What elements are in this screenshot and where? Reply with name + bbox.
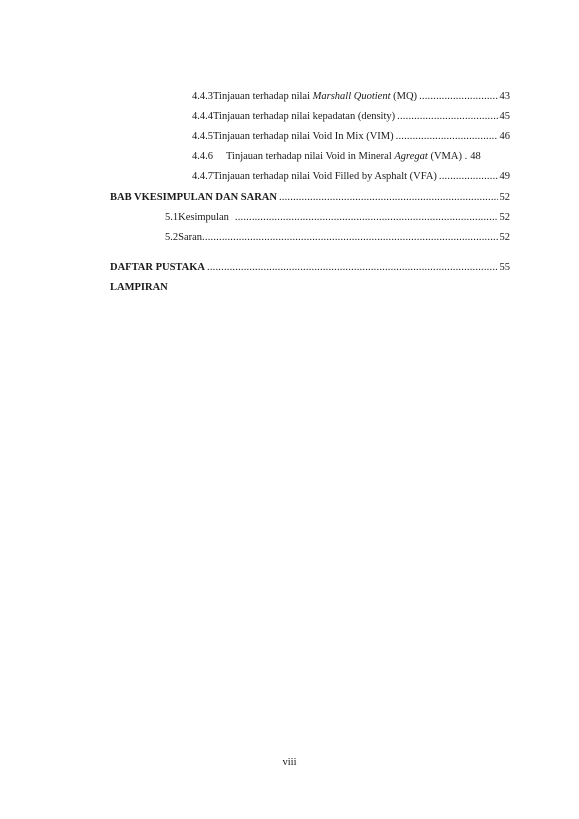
toc-entry-4-4-7[interactable]: [192, 171, 510, 182]
entry-number: 4.4.3: [192, 91, 213, 102]
toc-appendix[interactable]: [110, 282, 168, 293]
chapter-page: 52: [499, 192, 510, 203]
entry-title: Tinjauan terhadap nilai Marshall Quotient (MQ): [213, 91, 418, 102]
chapter-title: KESIMPULAN DAN SARAN: [141, 192, 277, 203]
section-title: Kesimpulan: [178, 212, 229, 223]
entry-page: 49: [499, 171, 510, 182]
entry-title: Tinjauan terhadap nilai Void Filled by Asphalt (VFA): [213, 171, 437, 182]
toc-entry-4-4-5[interactable]: [192, 131, 510, 142]
entry-number: 4.4.4: [192, 111, 213, 122]
toc-entry-4-4-4[interactable]: [192, 111, 510, 122]
references-page: 55: [499, 262, 510, 273]
dot-leader: [202, 232, 497, 243]
entry-page: 48: [470, 151, 481, 162]
appendix-title: LAMPIRAN: [110, 282, 168, 293]
dot-leader: [396, 131, 498, 142]
entry-page: 43: [499, 91, 510, 102]
dot-leader: [207, 262, 498, 273]
dot-leader: [279, 192, 498, 203]
dot-leader: [439, 171, 498, 182]
page-number: viii: [282, 757, 297, 768]
entry-number: 4.4.5: [192, 131, 213, 142]
section-number: 5.1: [165, 212, 179, 223]
toc-section-5-2[interactable]: [165, 232, 510, 243]
dot-leader: [397, 111, 497, 122]
entry-title: Tinjauan terhadap nilai Void In Mix (VIM): [213, 131, 394, 142]
section-title: Saran: [178, 232, 203, 243]
entry-page: 46: [499, 131, 510, 142]
section-page: 52: [499, 212, 510, 223]
toc-references[interactable]: [110, 262, 510, 273]
section-page: 52: [499, 232, 510, 243]
references-title: DAFTAR PUSTAKA: [110, 262, 205, 273]
dot-leader: [419, 91, 497, 102]
toc-entry-4-4-6[interactable]: [192, 151, 510, 162]
dot-leader: [235, 212, 498, 223]
toc-section-5-1[interactable]: [165, 212, 510, 223]
entry-number: 4.4.6: [192, 151, 213, 162]
entry-title: Tinjauan terhadap nilai kepadatan (density): [213, 111, 396, 122]
chapter-label: BAB V: [110, 192, 142, 203]
toc-chapter-bab-v[interactable]: [110, 192, 510, 203]
toc-entry-4-4-3[interactable]: [192, 91, 510, 102]
entry-title: Tinjauan terhadap nilai Void in Mineral Agregat (VMA) .: [226, 151, 468, 162]
entry-page: 45: [499, 111, 510, 122]
section-number: 5.2: [165, 232, 179, 243]
entry-number: 4.4.7: [192, 171, 213, 182]
